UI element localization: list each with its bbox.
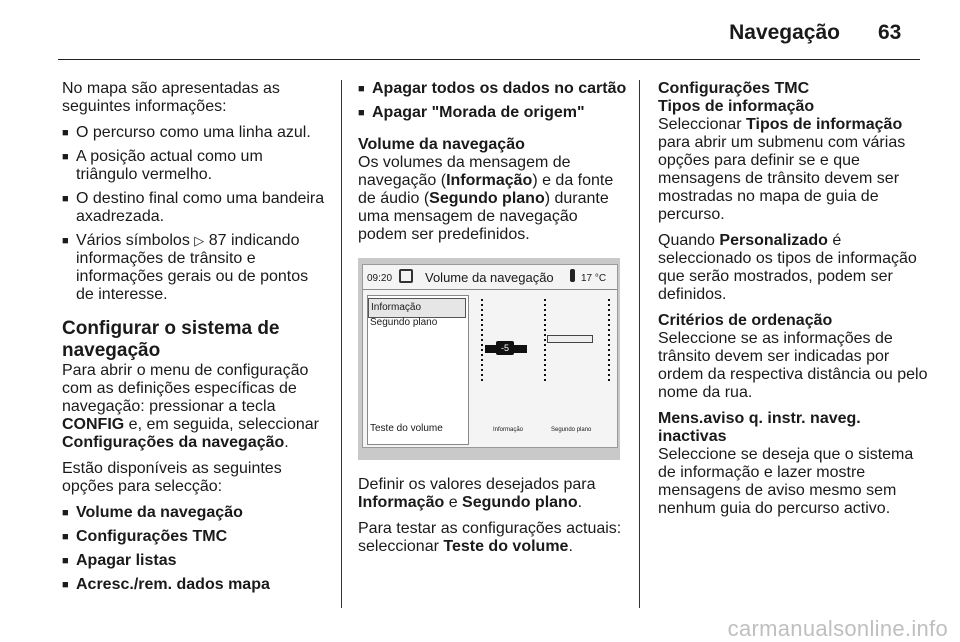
header-rule (58, 59, 920, 60)
text: Seleccionar (658, 116, 747, 133)
section-heading: Configurações TMC (658, 80, 810, 97)
text: Para testar as configurações actuais: seleccionar (358, 520, 622, 555)
paragraph (62, 362, 328, 452)
text: Quando (658, 232, 720, 249)
subsection-title: Tipos de informação (658, 98, 815, 115)
text: Os volumes da mensagem de navegação ( (358, 154, 571, 189)
subsection-title: Mens.aviso q. instr. naveg. inactivas (658, 410, 861, 445)
screen-menu-item: Teste do volume (370, 423, 443, 434)
screen-display (362, 264, 618, 448)
text: é seleccionado os tipos de informação que serão mostrados, podem ser definidos. (658, 232, 917, 303)
menu-reference: Segundo plano (462, 494, 578, 511)
watermark: carmanualsonline.info (727, 616, 948, 641)
slider-label: Informação (493, 427, 524, 433)
volume-scale (481, 299, 483, 381)
column-divider (639, 80, 640, 608)
list-item: ■ O percurso como uma linha azul. (62, 124, 328, 142)
intro-text: No mapa são apresentadas as seguintes informações: (62, 80, 280, 115)
text: . (284, 434, 289, 451)
screen-menu-item: Segundo plano (370, 317, 438, 328)
list-item (62, 232, 328, 304)
paragraph: Seleccione se as informações de trânsito devem ser indicadas por ordem da respectiva distância ou pelo nome da rua. (658, 330, 928, 401)
menu-reference: Informação (446, 172, 533, 189)
screen-title: Volume da navegação (425, 270, 554, 285)
list-item: ■ O destino final como uma bandeira axadrezada. (62, 190, 328, 226)
text: . (577, 494, 583, 511)
list-item-text: 87 indicando informações de trânsito e informações gerais ou de pontos de interesse. (76, 232, 309, 303)
option-item: ■ Apagar todos os dados no cartão (358, 80, 628, 98)
triangle-reference-icon: ▷ (194, 233, 205, 248)
column-divider (341, 80, 342, 608)
information-slider-value: -5 (496, 341, 514, 355)
paragraph (658, 116, 930, 224)
text: Definir os valores desejados para (358, 476, 596, 493)
paragraph (358, 476, 628, 512)
paragraph (358, 154, 628, 244)
refresh-icon (399, 269, 413, 283)
page-number: 63 (878, 21, 902, 44)
option-item: ■ Apagar "Morada de origem" (358, 104, 628, 122)
thermometer-icon (570, 269, 575, 282)
screen-time: 09:20 (367, 273, 393, 284)
menu-reference: Configurações da navegação (62, 434, 285, 451)
column-1 (62, 80, 328, 600)
menu-reference: Tipos de informação (746, 116, 903, 133)
text: ) durante uma mensagem de navegação podem ser predefinidos. (358, 190, 609, 243)
slider-label: Segundo plano (551, 427, 592, 433)
menu-reference: Informação (358, 494, 445, 511)
option-item: ■ Configurações TMC (62, 528, 328, 546)
screen-menu (367, 295, 469, 445)
option-item: ■ Volume da navegação (62, 504, 328, 522)
text: Para abrir o menu de configuração com as definições específicas de navegação: pressionar a tecla (62, 362, 309, 415)
page-header-title: Navegação (729, 21, 840, 44)
key-config: CONFIG (62, 416, 125, 433)
screen-status-bar (363, 265, 617, 290)
menu-reference: Teste do volume (443, 538, 569, 555)
section-heading: Volume da navegação (358, 136, 525, 153)
section-heading: Configurar o sistema de navegação (62, 318, 280, 361)
option-item: ■ Acresc./rem. dados mapa (62, 576, 328, 594)
paragraph: Estão disponíveis as seguintes opções para selecção: (62, 460, 282, 495)
list-item: ■ A posição actual como um triângulo vermelho. (62, 148, 328, 184)
text: ) e da fonte de áudio ( (358, 172, 614, 207)
column-2 (358, 80, 628, 564)
menu-reference: Segundo plano (429, 190, 545, 207)
text: para abrir um submenu com várias opções para definir se e que mensagens de trânsito devem ser mostradas no mapa de guia de percurso. (658, 134, 906, 223)
paragraph (658, 232, 930, 304)
paragraph: Seleccione se deseja que o sistema de informação e lazer mostre mensagens de aviso mesmo sem nenhum guia do percurso activo. (658, 446, 914, 517)
screen-temperature: 17 °C (581, 273, 607, 284)
option-item: ■ Apagar listas (62, 552, 328, 570)
volume-scale (544, 299, 546, 381)
screen-menu-item: Informação (368, 298, 466, 318)
text: e (444, 494, 463, 511)
column-3 (658, 80, 930, 526)
paragraph (358, 520, 628, 556)
volume-screen-image (358, 258, 620, 460)
volume-scale (608, 299, 610, 381)
list-item-text: Vários símbolos (76, 232, 190, 249)
background-slider (547, 335, 593, 343)
subsection-title: Critérios de ordenação (658, 312, 833, 329)
menu-reference: Personalizado (719, 232, 828, 249)
text: e, em seguida, seleccionar (124, 416, 319, 433)
text: . (568, 538, 573, 555)
